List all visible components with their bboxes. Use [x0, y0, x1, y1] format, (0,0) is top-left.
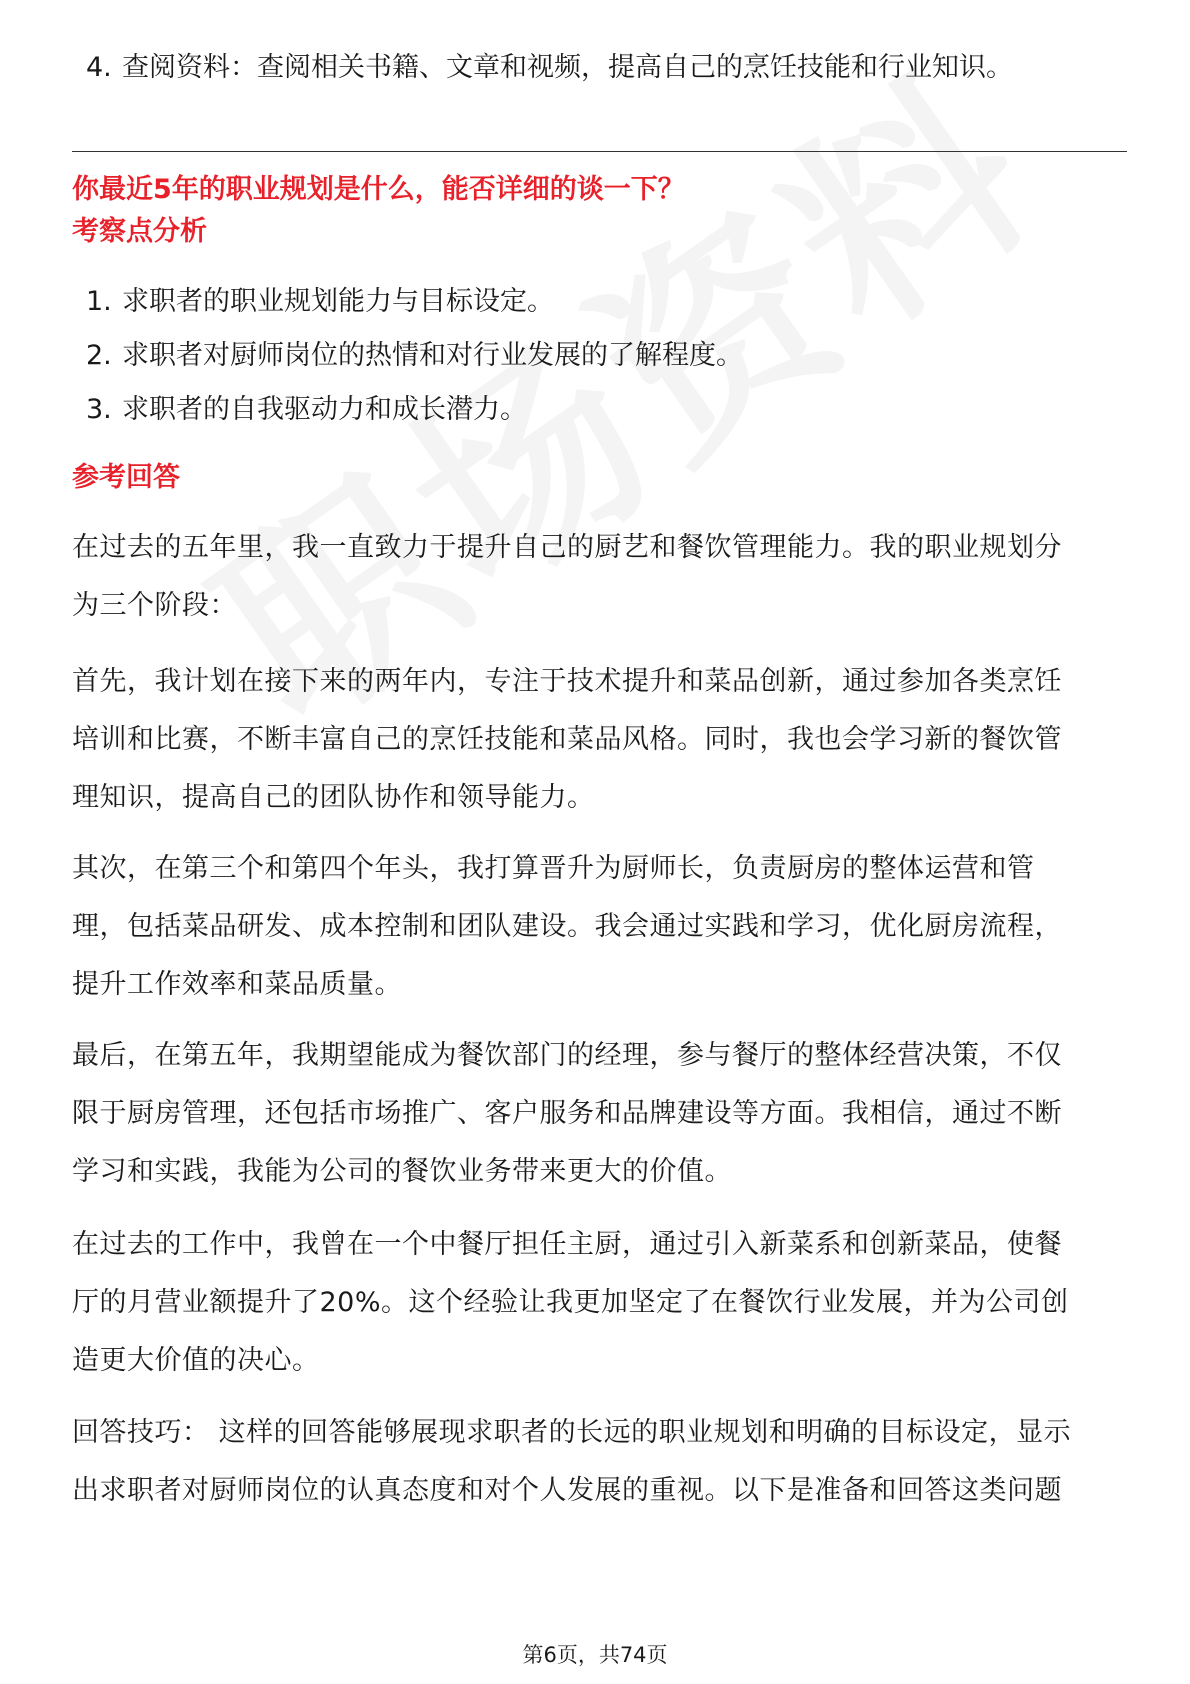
paragraph-line: 回答技巧： 这样的回答能够展现求职者的长远的职业规划和明确的目标设定，显示	[72, 1417, 1072, 1448]
list-item-number: 3.	[86, 394, 112, 425]
answer-paragraph	[72, 653, 1127, 827]
paragraph-line: 其次，在第三个和第四个年头，我打算晋升为厨师长，负责厨房的整体运营和管	[72, 853, 1035, 884]
analysis-heading: 考察点分析	[72, 216, 207, 247]
paragraph-line: 出求职者对厨师岗位的认真态度和对个人发展的重视。以下是准备和回答这类问题	[72, 1475, 1062, 1506]
page-footer: 第6页，共74页	[522, 1643, 668, 1667]
section-divider	[72, 151, 1127, 152]
paragraph-line: 提升工作效率和菜品质量。	[72, 969, 402, 1000]
paragraph-line: 理知识，提高自己的团队协作和领导能力。	[72, 782, 595, 813]
answer-paragraph	[72, 1027, 1127, 1201]
paragraph-line: 学习和实践，我能为公司的餐饮业务带来更大的价值。	[72, 1156, 732, 1187]
answer-paragraph	[72, 1216, 1127, 1390]
paragraph-line: 在过去的工作中，我曾在一个中餐厅担任主厨，通过引入新菜系和创新菜品，使餐	[72, 1229, 1062, 1260]
list-item	[86, 282, 554, 322]
list-item	[86, 336, 743, 376]
list-item-number: 1.	[86, 286, 112, 317]
list-item-text: 求职者的自我驱动力和成长潜力。	[122, 394, 527, 425]
paragraph-line: 最后，在第五年，我期望能成为餐饮部门的经理，参与餐厅的整体经营决策，不仅	[72, 1040, 1062, 1071]
answer-heading: 参考回答	[72, 462, 180, 493]
paragraph-line: 理，包括菜品研发、成本控制和团队建设。我会通过实践和学习，优化厨房流程，	[72, 911, 1062, 942]
question-heading: 你最近5年的职业规划是什么，能否详细的谈一下？	[72, 174, 685, 205]
list-item-number: 4.	[86, 52, 112, 83]
answer-paragraph	[72, 840, 1127, 1014]
paragraph-line: 为三个阶段：	[72, 590, 237, 621]
paragraph-line: 厅的月营业额提升了20%。这个经验让我更加坚定了在餐饮行业发展，并为公司创	[72, 1287, 1069, 1318]
list-item	[86, 390, 527, 430]
paragraph-line: 限于厨房管理，还包括市场推广、客户服务和品牌建设等方面。我相信，通过不断	[72, 1098, 1062, 1129]
list-item	[86, 48, 1013, 88]
list-item-number: 2.	[86, 340, 112, 371]
answer-tips-paragraph	[72, 1404, 1127, 1520]
paragraph-line: 培训和比赛，不断丰富自己的烹饪技能和菜品风格。同时，我也会学习新的餐饮管	[72, 724, 1062, 755]
list-item-text: 求职者的职业规划能力与目标设定。	[122, 286, 554, 317]
list-item-text: 查阅资料：查阅相关书籍、文章和视频，提高自己的烹饪技能和行业知识。	[122, 52, 1013, 83]
paragraph-line: 在过去的五年里，我一直致力于提升自己的厨艺和餐饮管理能力。我的职业规划分	[72, 532, 1062, 563]
list-item-text: 求职者对厨师岗位的热情和对行业发展的了解程度。	[122, 340, 743, 371]
answer-paragraph	[72, 519, 1127, 635]
paragraph-line: 造更大价值的决心。	[72, 1345, 320, 1376]
paragraph-line: 首先，我计划在接下来的两年内，专注于技术提升和菜品创新，通过参加各类烹饪	[72, 666, 1062, 697]
